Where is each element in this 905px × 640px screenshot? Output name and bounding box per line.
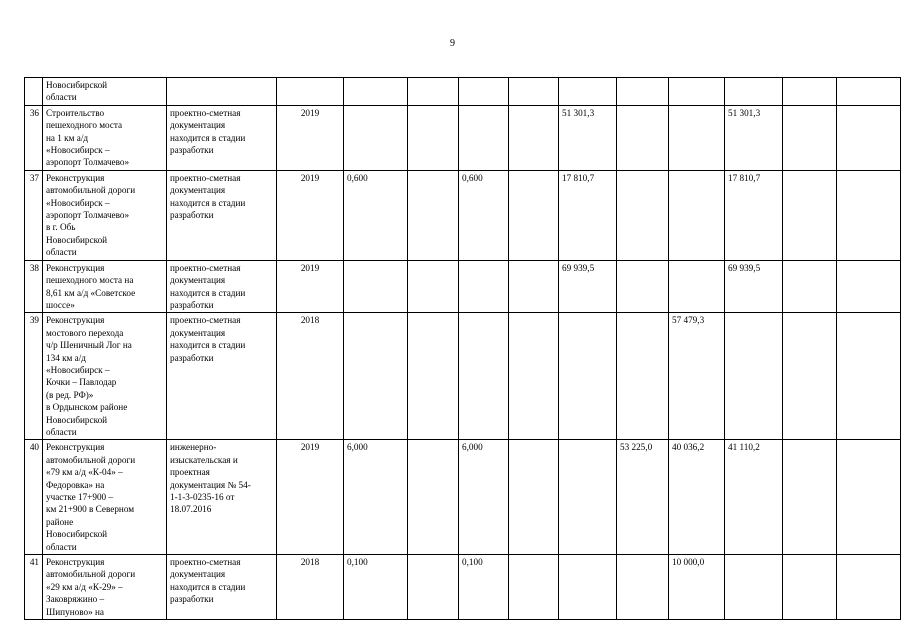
year-cell: 2018 <box>277 313 344 440</box>
value-cell: 10 000,0 <box>669 555 725 620</box>
object-name-cell: Новосибирской области <box>43 78 167 106</box>
value-cell <box>669 260 725 313</box>
value-cell <box>617 313 669 440</box>
value-cell: 0,100 <box>344 555 408 620</box>
value-cell <box>509 440 559 555</box>
value-cell: 53 225,0 <box>617 440 669 555</box>
table-row <box>25 260 901 313</box>
document-status-cell: проектно-сметная документация находится в стадии разработки <box>167 313 277 440</box>
value-cell: 0,600 <box>459 170 509 260</box>
value-cell <box>509 555 559 620</box>
value-cell: 0,600 <box>344 170 408 260</box>
value-cell <box>783 105 837 170</box>
year-cell: 2019 <box>277 170 344 260</box>
value-cell <box>509 105 559 170</box>
value-cell <box>783 555 837 620</box>
row-number-cell <box>25 78 43 106</box>
table-row <box>25 170 901 260</box>
value-cell <box>459 313 509 440</box>
value-cell <box>509 260 559 313</box>
value-cell <box>559 440 617 555</box>
value-cell <box>669 170 725 260</box>
value-cell: 17 810,7 <box>559 170 617 260</box>
row-number-cell: 36 <box>25 105 43 170</box>
value-cell: 41 110,2 <box>725 440 783 555</box>
value-cell <box>408 260 459 313</box>
page-number: 9 <box>450 38 455 49</box>
value-cell <box>725 313 783 440</box>
table-row <box>25 78 901 106</box>
value-cell <box>783 170 837 260</box>
table-row <box>25 313 901 440</box>
value-cell <box>617 105 669 170</box>
value-cell <box>617 260 669 313</box>
year-cell: 2019 <box>277 105 344 170</box>
value-cell: 40 036,2 <box>669 440 725 555</box>
value-cell: 6,000 <box>459 440 509 555</box>
object-name-cell: Реконструкция автомобильной дороги «Новосибирск – аэропорт Толмачево» в г. Обь Новосибирской области <box>43 170 167 260</box>
document-status-cell: проектно-сметная документация находится в стадии разработки <box>167 105 277 170</box>
value-cell <box>408 313 459 440</box>
value-cell: 17 810,7 <box>725 170 783 260</box>
value-cell <box>783 260 837 313</box>
value-cell: 0,100 <box>459 555 509 620</box>
document-status-cell: проектно-сметная документация находится в стадии разработки <box>167 170 277 260</box>
value-cell <box>408 440 459 555</box>
value-cell <box>344 105 408 170</box>
object-name-cell: Строительство пешеходного моста на 1 км а/д «Новосибирск – аэропорт Толмачево» <box>43 105 167 170</box>
document-status-cell: проектно-сметная документация находится в стадии разработки <box>167 260 277 313</box>
object-name-cell: Реконструкция автомобильной дороги «29 км а/д «К-29» – Заковряжино – Шипуново» на <box>43 555 167 620</box>
projects-table <box>24 77 901 620</box>
table-row <box>25 105 901 170</box>
table-row <box>25 555 901 620</box>
row-number-cell: 39 <box>25 313 43 440</box>
value-cell <box>408 170 459 260</box>
value-cell: 57 479,3 <box>669 313 725 440</box>
object-name-cell: Реконструкция мостового перехода ч/р Шеничный Лог на 134 км а/д «Новосибирск – Кочки – Павлодар (в ред. РФ)» в Ордынском районе Новосибирской области <box>43 313 167 440</box>
value-cell <box>408 105 459 170</box>
value-cell <box>509 170 559 260</box>
year-cell: 2019 <box>277 260 344 313</box>
value-cell <box>559 555 617 620</box>
year-cell: 2018 <box>277 555 344 620</box>
value-cell <box>669 105 725 170</box>
value-cell: 69 939,5 <box>725 260 783 313</box>
row-number-cell: 37 <box>25 170 43 260</box>
value-cell: 69 939,5 <box>559 260 617 313</box>
object-name-cell: Реконструкция автомобильной дороги «79 км а/д «К-04» – Федоровка» на участке 17+900 – км 21+900 в Северном районе Новосибирской области <box>43 440 167 555</box>
value-cell <box>459 105 509 170</box>
year-cell: 2019 <box>277 440 344 555</box>
document-status-cell: проектно-сметная документация находится в стадии разработки <box>167 555 277 620</box>
value-cell <box>408 555 459 620</box>
value-cell <box>509 313 559 440</box>
value-cell: 6,000 <box>344 440 408 555</box>
value-cell <box>725 555 783 620</box>
row-number-cell: 38 <box>25 260 43 313</box>
object-name-cell: Реконструкция пешеходного моста на 8,61 км а/д «Советское шоссе» <box>43 260 167 313</box>
value-cell <box>617 555 669 620</box>
document-status-cell: инженерно- изыскательская и проектная документация № 54- 1-1-3-0235-16 от 18.07.2016 <box>167 440 277 555</box>
value-cell <box>617 170 669 260</box>
value-cell <box>783 313 837 440</box>
value-cell <box>344 313 408 440</box>
value-cell <box>559 313 617 440</box>
row-number-cell: 41 <box>25 555 43 620</box>
value-cell <box>344 260 408 313</box>
table-row <box>25 440 901 555</box>
value-cell: 51 301,3 <box>559 105 617 170</box>
row-number-cell: 40 <box>25 440 43 555</box>
value-cell <box>459 260 509 313</box>
value-cell <box>783 440 837 555</box>
value-cell: 51 301,3 <box>725 105 783 170</box>
